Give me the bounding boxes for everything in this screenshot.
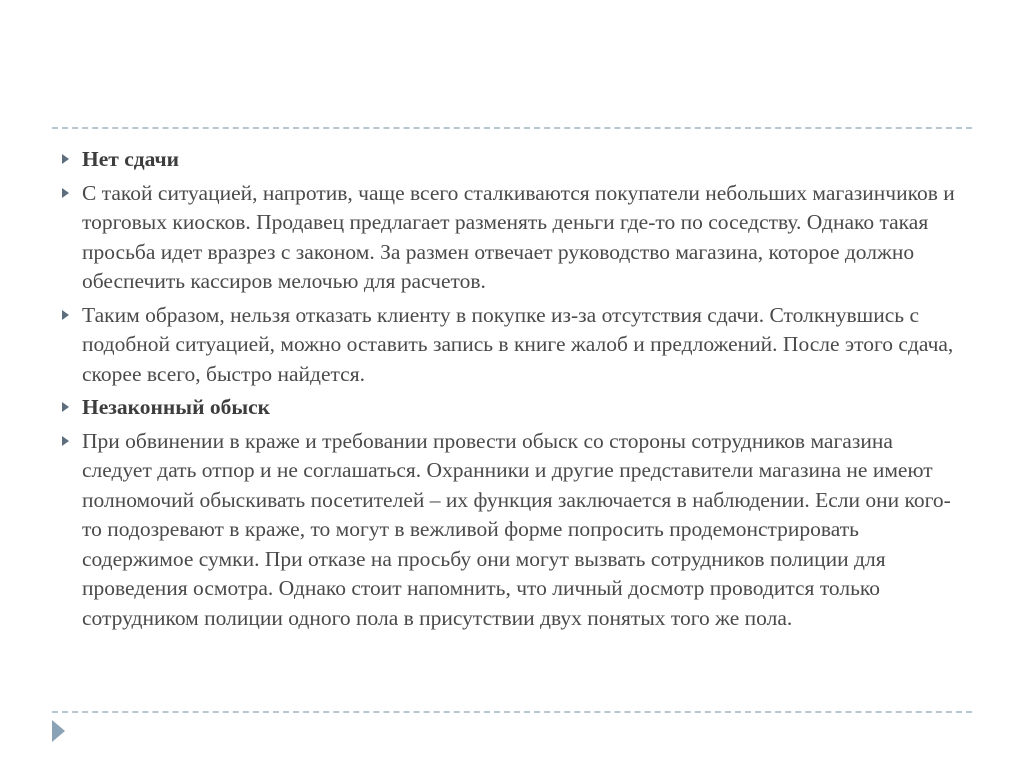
bullet-heading-no-change xyxy=(62,145,967,175)
bottom-dashed-divider xyxy=(52,711,972,713)
bullet-paragraph xyxy=(62,427,967,634)
bullet-paragraph xyxy=(62,301,967,390)
paragraph-text: Таким образом, нельзя отказать клиенту в покупке из-за отсутствия сдачи. Столкнувшись с подобной ситуацией, можно оставить запись в книге жалоб и предложений. После этого сдача, скорее всего, быстро найдется. xyxy=(82,302,954,386)
bullet-paragraph xyxy=(62,179,967,297)
triangle-bullet-icon xyxy=(62,310,69,320)
triangle-bullet-icon xyxy=(62,154,69,164)
top-dashed-divider xyxy=(52,127,972,129)
triangle-bullet-icon xyxy=(62,402,69,412)
paragraph-text: С такой ситуацией, напротив, чаще всего сталкиваются покупатели небольших магазинчиков и торговых киосков. Продавец предлагает разменять деньги где-то по соседству. Однако такая просьба идет вразрез с законом. За размен отвечает руководство магазина, которое должно обеспечить кассиров мелочью для расчетов. xyxy=(82,180,955,293)
paragraph-text: При обвинении в краже и требовании провести обыск со стороны сотрудников магазина следует дать отпор и не соглашаться. Охранники и другие представители магазина не имеют полномочий обыскивать посетителей – их функция заключается в наблюдении. Если они кого-то подозревают в краже, то могут в вежливой форме попросить продемонстрировать содержимое сумки. При отказе на просьбу они могут вызвать сотрудников полиции для проведения осмотра. Однако стоит напомнить, что личный досмотр проводится только сотрудником полиции одного пола в присутствии двух понятых того же пола. xyxy=(82,428,951,630)
next-slide-arrow-icon[interactable] xyxy=(52,720,65,742)
triangle-bullet-icon xyxy=(62,436,69,446)
heading-text: Нет сдачи xyxy=(82,147,180,171)
heading-text: Незаконный обыск xyxy=(82,395,271,419)
triangle-bullet-icon xyxy=(62,188,69,198)
bullet-heading-illegal-search xyxy=(62,393,967,423)
slide-body xyxy=(62,145,967,637)
